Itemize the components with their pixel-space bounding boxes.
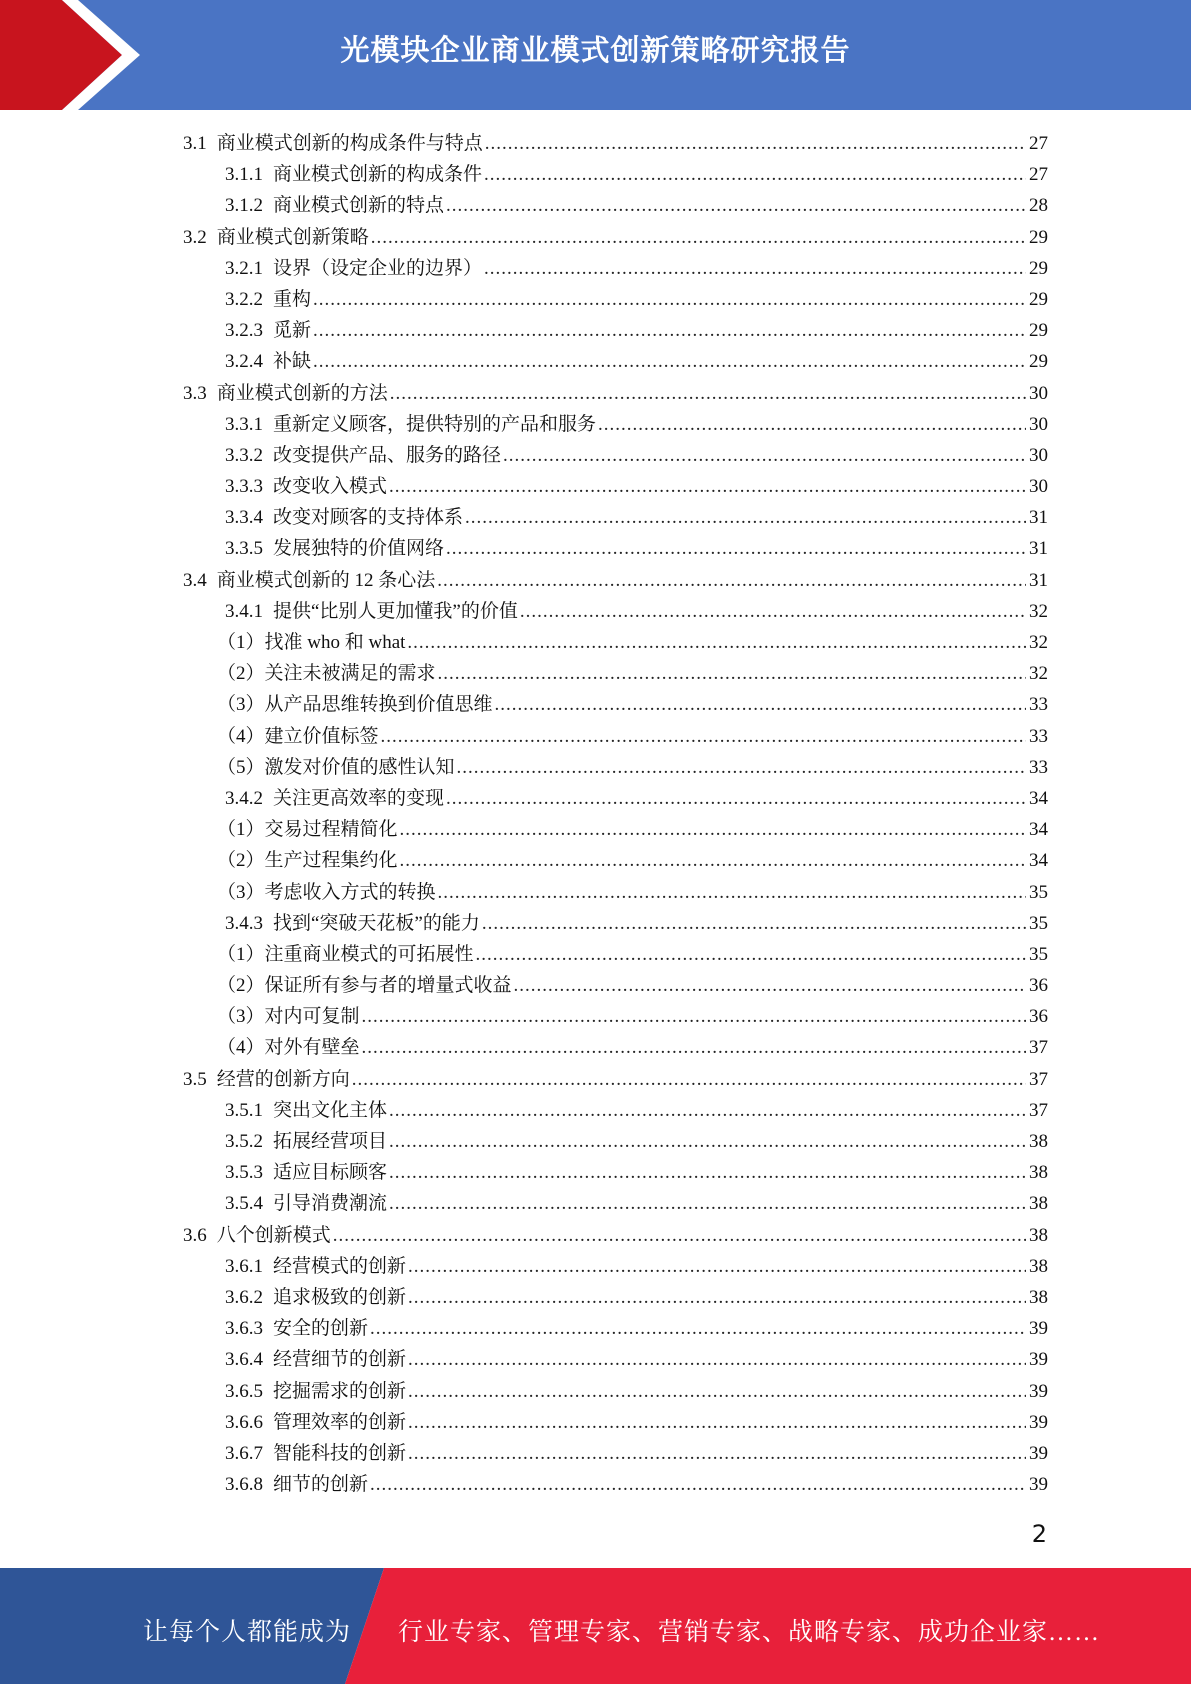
toc-entry-title: （1）注重商业模式的可拓展性 xyxy=(217,943,474,965)
toc-dot-leader xyxy=(437,565,1026,596)
toc-entry-title: 找到“突破天花板”的能力 xyxy=(273,912,480,934)
toc-dot-leader xyxy=(438,658,1026,689)
toc-entry-title: 设界（设定企业的边界） xyxy=(273,257,483,279)
toc-dot-leader xyxy=(408,1376,1026,1407)
toc-entry-page: 37 xyxy=(1029,1068,1048,1090)
toc-entry-title: （4）建立价值标签 xyxy=(217,725,379,747)
toc-entry-page: 38 xyxy=(1029,1193,1048,1215)
toc-entry-title: （2）保证所有参与者的增量式收益 xyxy=(217,975,512,997)
toc-entry-page: 29 xyxy=(1029,320,1048,342)
toc-entry[interactable] xyxy=(183,783,1048,814)
toc-entry-page: 29 xyxy=(1029,288,1048,310)
toc-entry-title: 商业模式创新的构成条件 xyxy=(273,164,483,186)
toc-entry[interactable] xyxy=(183,1407,1048,1438)
toc-entry-number: 3.2.2 xyxy=(225,288,263,310)
toc-entry-number: 3.5.4 xyxy=(225,1193,263,1215)
toc-entry-title: （4）对外有壁垒 xyxy=(217,1037,360,1059)
toc-entry-title: （1）交易过程精简化 xyxy=(217,819,398,841)
page-number: 2 xyxy=(1031,1520,1047,1548)
toc-entry-page: 36 xyxy=(1029,1006,1048,1028)
toc-entry[interactable] xyxy=(183,1220,1048,1251)
toc-dot-leader xyxy=(495,689,1026,720)
toc-entry-page: 32 xyxy=(1029,663,1048,685)
toc-entry[interactable] xyxy=(183,939,1048,970)
toc-entry[interactable] xyxy=(183,1469,1048,1500)
toc-entry-number: 3.2.4 xyxy=(225,351,263,373)
toc-entry[interactable] xyxy=(183,658,1048,689)
toc-dot-leader xyxy=(389,1095,1026,1126)
toc-entry-number: 3.2.3 xyxy=(225,320,263,342)
toc-entry-title: 安全的创新 xyxy=(273,1318,369,1340)
toc-entry[interactable] xyxy=(183,565,1048,596)
toc-entry[interactable] xyxy=(183,721,1048,752)
toc-entry[interactable] xyxy=(183,689,1048,720)
toc-entry[interactable] xyxy=(183,1095,1048,1126)
toc-entry-number: 3.1 xyxy=(183,133,207,154)
toc-entry-number: 3.6.5 xyxy=(225,1380,263,1402)
toc-entry-number: 3.6.2 xyxy=(225,1286,263,1308)
toc-entry[interactable] xyxy=(183,908,1048,939)
toc-entry-number: 3.6.1 xyxy=(225,1255,263,1277)
toc-entry-title: 商业模式创新的特点 xyxy=(273,195,445,217)
toc-dot-leader xyxy=(370,1313,1026,1344)
toc-entry-title: 八个创新模式 xyxy=(216,1224,331,1246)
toc-entry-page: 35 xyxy=(1029,881,1048,903)
toc-entry-title: 重新定义顾客，提供特别的产品和服务 xyxy=(273,413,597,435)
toc-entry-page: 39 xyxy=(1029,1380,1048,1402)
toc-entry-number: 3.3.2 xyxy=(225,444,263,466)
toc-entry[interactable] xyxy=(183,440,1048,471)
toc-entry-page: 33 xyxy=(1029,756,1048,778)
toc-entry-title: 经营的创新方向 xyxy=(216,1068,350,1090)
toc-entry-number: 3.6.7 xyxy=(225,1442,263,1464)
toc-entry-page: 30 xyxy=(1029,476,1048,498)
toc-dot-leader xyxy=(514,970,1026,1001)
toc-entry-number: 3.4.1 xyxy=(225,600,263,622)
toc-dot-leader xyxy=(408,1344,1026,1375)
toc-entry-title: 改变提供产品、服务的路径 xyxy=(273,444,502,466)
toc-entry-page: 27 xyxy=(1029,133,1048,154)
toc-entry-page: 32 xyxy=(1029,600,1048,622)
toc-entry-number: 3.5.1 xyxy=(225,1099,263,1121)
toc-entry[interactable] xyxy=(183,346,1048,377)
toc-entry-number: 3.6 xyxy=(183,1224,207,1246)
toc-dot-leader xyxy=(389,1157,1026,1188)
toc-entry[interactable] xyxy=(183,1282,1048,1313)
toc-entry-page: 36 xyxy=(1029,975,1048,997)
toc-entry-title: 商业模式创新的方法 xyxy=(216,382,388,404)
toc-dot-leader xyxy=(503,440,1026,471)
toc-entry-title: 改变对顾客的支持体系 xyxy=(273,507,464,529)
toc-entry-page: 38 xyxy=(1029,1255,1048,1277)
toc-entry-title: 管理效率的创新 xyxy=(273,1411,407,1433)
toc-dot-leader xyxy=(484,253,1026,284)
toc-entry[interactable] xyxy=(183,253,1048,284)
toc-entry[interactable] xyxy=(183,128,1048,159)
report-title: 光模块企业商业模式创新策略研究报告 xyxy=(340,33,851,67)
toc-entry-number: 3.3.4 xyxy=(225,507,263,529)
toc-entry[interactable] xyxy=(183,471,1048,502)
toc-entry-title: 重构 xyxy=(273,288,312,310)
toc-entry-title: 觅新 xyxy=(273,320,312,342)
toc-entry-title: 拓展经营项目 xyxy=(273,1131,388,1152)
toc-entry[interactable] xyxy=(183,409,1048,440)
toc-entry-title: （3）考虑收入方式的转换 xyxy=(217,881,436,903)
toc-entry-title: （1）找准 who 和 what xyxy=(217,632,406,653)
toc-dot-leader xyxy=(313,315,1026,346)
toc-dot-leader xyxy=(371,222,1026,253)
toc-entry-page: 28 xyxy=(1029,195,1048,217)
toc-entry-page: 34 xyxy=(1029,787,1048,809)
toc-entry[interactable] xyxy=(183,1126,1048,1157)
toc-entry[interactable] xyxy=(183,970,1048,1001)
toc-entry-page: 30 xyxy=(1029,413,1048,435)
toc-entry-title: 商业模式创新的构成条件与特点 xyxy=(216,133,483,154)
toc-entry-page: 29 xyxy=(1029,257,1048,279)
toc-dot-leader xyxy=(438,877,1026,908)
toc-entry-page: 37 xyxy=(1029,1099,1048,1121)
toc-dot-leader xyxy=(408,1438,1026,1469)
toc-dot-leader xyxy=(484,159,1026,190)
toc-entry[interactable] xyxy=(183,1064,1048,1095)
footer-slogan: 让每个人都能成为 xyxy=(143,1619,352,1646)
page-footer xyxy=(0,1568,1191,1684)
toc-entry-title: 改变收入模式 xyxy=(273,476,388,498)
toc-entry[interactable] xyxy=(183,284,1048,315)
page-header xyxy=(0,0,1191,110)
toc-entry[interactable] xyxy=(183,502,1048,533)
toc-entry-number: 3.1.2 xyxy=(225,195,263,217)
toc-entry-number: 3.3 xyxy=(183,382,207,404)
toc-dot-leader xyxy=(407,627,1026,658)
toc-entry-title: （3）从产品思维转换到价值思维 xyxy=(217,694,493,716)
toc-entry-title: 经营细节的创新 xyxy=(273,1349,407,1371)
toc-entry-number: 3.1.1 xyxy=(225,164,263,186)
toc-entry-number: 3.6.3 xyxy=(225,1318,263,1340)
toc-entry-page: 35 xyxy=(1029,943,1048,965)
toc-entry-title: （2）关注未被满足的需求 xyxy=(217,663,436,685)
toc-entry-title: 细节的创新 xyxy=(273,1474,369,1496)
toc-dot-leader xyxy=(408,1251,1026,1282)
toc-entry-page: 38 xyxy=(1029,1286,1048,1308)
toc-entry-title: 适应目标顾客 xyxy=(273,1162,388,1184)
toc-entry-title: 挖掘需求的创新 xyxy=(273,1380,407,1402)
toc-entry-title: 商业模式创新的 12 条心法 xyxy=(216,569,436,591)
toc-dot-leader xyxy=(362,1001,1026,1032)
toc-entry-title: 经营模式的创新 xyxy=(273,1255,407,1277)
toc-entry-page: 38 xyxy=(1029,1224,1048,1246)
toc-entry[interactable] xyxy=(183,378,1048,409)
toc-entry[interactable] xyxy=(183,1032,1048,1063)
toc-entry[interactable] xyxy=(183,596,1048,627)
toc-entry-number: 3.5 xyxy=(183,1068,207,1090)
toc-entry[interactable] xyxy=(183,1188,1048,1219)
toc-entry-page: 34 xyxy=(1029,819,1048,841)
toc-dot-leader xyxy=(408,1282,1026,1313)
toc-entry-title: （5）激发对价值的感性认知 xyxy=(217,756,455,778)
toc-entry-title: （2）生产过程集约化 xyxy=(217,850,398,872)
toc-entry-number: 3.3.1 xyxy=(225,413,263,435)
toc-entry-title: 引导消费潮流 xyxy=(273,1193,388,1215)
toc-entry-page: 37 xyxy=(1029,1037,1048,1059)
toc-dot-leader xyxy=(482,908,1026,939)
toc-entry-page: 31 xyxy=(1029,538,1048,560)
toc-entry-title: 发展独特的价值网络 xyxy=(273,538,445,560)
toc-entry-page: 32 xyxy=(1029,632,1048,653)
toc-dot-leader xyxy=(446,190,1026,221)
toc-dot-leader xyxy=(313,284,1026,315)
toc-entry-number: 3.3.5 xyxy=(225,538,263,560)
toc-dot-leader xyxy=(485,128,1026,159)
toc-dot-leader xyxy=(400,814,1026,845)
toc-entry[interactable] xyxy=(183,1251,1048,1282)
toc-entry-page: 39 xyxy=(1029,1411,1048,1433)
toc-entry[interactable] xyxy=(183,1376,1048,1407)
toc-dot-leader xyxy=(465,502,1026,533)
toc-entry-number: 3.6.4 xyxy=(225,1349,263,1371)
toc-entry[interactable] xyxy=(183,190,1048,221)
toc-entry-number: 3.6.8 xyxy=(225,1474,263,1496)
toc-entry-page: 34 xyxy=(1029,850,1048,872)
toc-dot-leader xyxy=(352,1064,1026,1095)
toc-entry-number: 3.2.1 xyxy=(225,257,263,279)
toc-dot-leader xyxy=(389,471,1026,502)
toc-dot-leader xyxy=(400,845,1026,876)
toc-entry-number: 3.4 xyxy=(183,569,207,591)
toc-entry-page: 35 xyxy=(1029,912,1048,934)
toc-entry[interactable] xyxy=(183,159,1048,190)
toc-entry[interactable] xyxy=(183,845,1048,876)
toc-entry-number: 3.4.3 xyxy=(225,912,263,934)
toc-dot-leader xyxy=(313,346,1026,377)
toc-dot-leader xyxy=(408,1407,1026,1438)
toc-entry-page: 27 xyxy=(1029,164,1048,186)
toc-entry-number: 3.3.3 xyxy=(225,476,263,498)
toc-entry[interactable] xyxy=(183,752,1048,783)
footer-roles: 行业专家、管理专家、营销专家、战略专家、成功企业家…… xyxy=(398,1619,1101,1646)
toc-entry[interactable] xyxy=(183,627,1048,658)
toc-entry-title: 商业模式创新策略 xyxy=(216,226,369,248)
toc-dot-leader xyxy=(389,1188,1026,1219)
toc-entry-number: 3.4.2 xyxy=(225,787,263,809)
toc-entry-page: 39 xyxy=(1029,1349,1048,1371)
toc-entry-number: 3.6.6 xyxy=(225,1411,263,1433)
toc-entry-number: 3.5.2 xyxy=(225,1131,263,1152)
toc-entry[interactable] xyxy=(183,814,1048,845)
table-of-contents xyxy=(183,128,1048,1500)
toc-entry-page: 30 xyxy=(1029,382,1048,404)
toc-dot-leader xyxy=(476,939,1026,970)
toc-entry-title: 补缺 xyxy=(273,351,312,373)
toc-entry[interactable] xyxy=(183,1313,1048,1344)
toc-dot-leader xyxy=(457,752,1026,783)
toc-entry-number: 3.2 xyxy=(183,226,207,248)
toc-entry-page: 38 xyxy=(1029,1162,1048,1184)
toc-dot-leader xyxy=(390,378,1026,409)
toc-entry-title: 突出文化主体 xyxy=(273,1099,388,1121)
toc-entry-title: 智能科技的创新 xyxy=(273,1442,407,1464)
toc-entry-title: 关注更高效率的变现 xyxy=(273,787,445,809)
toc-dot-leader xyxy=(446,533,1026,564)
toc-entry-title: 追求极致的创新 xyxy=(273,1286,407,1308)
toc-dot-leader xyxy=(370,1469,1026,1500)
toc-entry-page: 31 xyxy=(1029,507,1048,529)
toc-entry-page: 39 xyxy=(1029,1318,1048,1340)
toc-entry-title: （3）对内可复制 xyxy=(217,1006,360,1028)
toc-entry[interactable] xyxy=(183,533,1048,564)
toc-entry[interactable] xyxy=(183,222,1048,253)
toc-entry[interactable] xyxy=(183,1001,1048,1032)
toc-dot-leader xyxy=(389,1126,1026,1157)
toc-dot-leader xyxy=(520,596,1026,627)
toc-dot-leader xyxy=(362,1032,1026,1063)
toc-entry[interactable] xyxy=(183,315,1048,346)
toc-entry-page: 33 xyxy=(1029,694,1048,716)
toc-dot-leader xyxy=(598,409,1026,440)
toc-entry-page: 39 xyxy=(1029,1474,1048,1496)
toc-entry-page: 29 xyxy=(1029,226,1048,248)
toc-entry-page: 33 xyxy=(1029,725,1048,747)
toc-entry-page: 38 xyxy=(1029,1131,1048,1152)
toc-entry-page: 30 xyxy=(1029,444,1048,466)
toc-entry[interactable] xyxy=(183,1344,1048,1375)
toc-dot-leader xyxy=(446,783,1026,814)
toc-entry[interactable] xyxy=(183,1438,1048,1469)
toc-entry-page: 31 xyxy=(1029,569,1048,591)
toc-entry-page: 29 xyxy=(1029,351,1048,373)
toc-entry[interactable] xyxy=(183,1157,1048,1188)
toc-entry[interactable] xyxy=(183,877,1048,908)
toc-entry-title: 提供“比别人更加懂我”的价值 xyxy=(273,600,518,622)
toc-dot-leader xyxy=(333,1220,1026,1251)
toc-dot-leader xyxy=(381,721,1026,752)
toc-entry-page: 39 xyxy=(1029,1442,1048,1464)
toc-entry-number: 3.5.3 xyxy=(225,1162,263,1184)
